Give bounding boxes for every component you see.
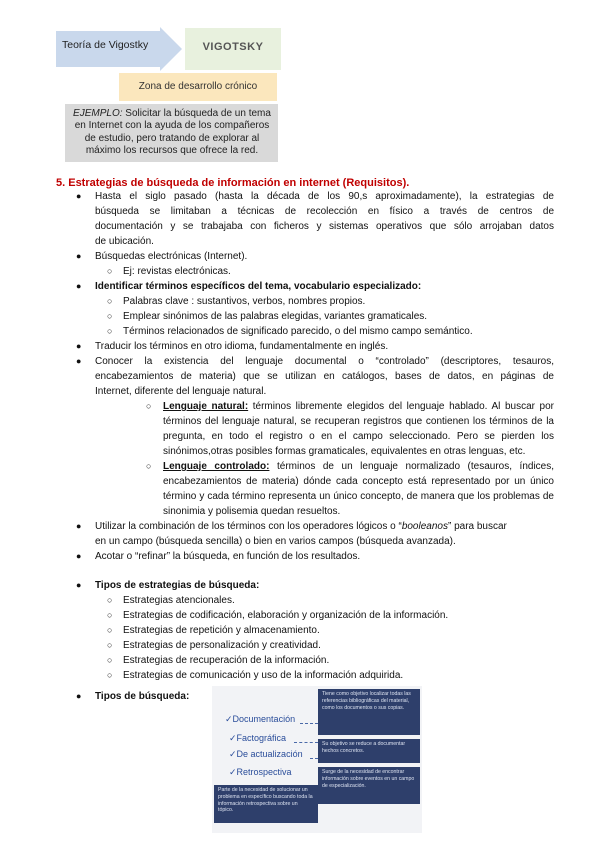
estrategia-item: Estrategias de codificación, elaboración y organización de la información.	[123, 610, 449, 621]
hollow-bullet-icon: ○	[146, 401, 152, 411]
p1-line-3: documentación y se trabajaba con ficheros y sistemas operativos que sólo arrojaban datos	[95, 221, 554, 232]
callout-retrospectiva: Parte de la necesidad de solucionar un problema en específico buscando toda la información retrospectiva sobre un tópico.	[214, 785, 318, 823]
controlado-line-1: Lenguaje controlado: términos de un lenguaje normalizado (tesauros, índices,	[163, 461, 555, 472]
theory-arrow-label: Teoría de Vigostky	[62, 39, 149, 51]
search-type-item: ✓Factográfica	[229, 733, 287, 743]
search-type-item: ✓Documentación	[225, 714, 296, 724]
vygotsky-title: VIGOTSKY	[202, 41, 264, 53]
bullet-icon: ●	[76, 341, 82, 351]
bullet-icon: ●	[76, 281, 82, 291]
p1-line-4: de ubicación.	[95, 236, 154, 247]
b2-text: Búsquedas electrónicas (Internet).	[95, 251, 248, 262]
search-type-item: ✓Retrospectiva	[229, 767, 292, 777]
b6-line-2: en un campo (búsqueda sencilla) o bien en varios campos (búsqueda avanzada).	[95, 536, 456, 547]
b5-line-3: Internet, diferente del lenguaje natural.	[95, 386, 267, 397]
b3-sub-1: Palabras clave : sustantivos, verbos, nombres propios.	[123, 296, 366, 307]
hollow-bullet-icon: ○	[107, 610, 113, 620]
natural-line-4: sinónimos,otras posibles formas gramaticales, equivalentes en otras lenguas, etc.	[163, 446, 526, 457]
callout-documentacion: Tiene como objetivo localizar todas las referencias bibliográficas del material, como los documentos o sus copias.	[318, 689, 420, 735]
controlado-line-4: sinonimia y polisemia quedan resueltos.	[163, 506, 341, 517]
controlado-line-3: término y cada término representa un único concepto, de manera que los problemas de	[163, 491, 554, 502]
b6-line-1: Utilizar la combinación de los términos con los operadores lógicos o “booleanos” para buscar	[95, 521, 507, 532]
callout-factografica: Su objetivo se reduce a documentar hechos concretos.	[318, 739, 420, 763]
connector-line	[300, 723, 318, 724]
p1-line-1: Hasta el siglo pasado (hasta la década de los 90,s aproximadamente), la estrategias de	[95, 191, 554, 202]
search-type-item: ✓De actualización	[229, 749, 303, 759]
bullet-icon: ●	[76, 551, 82, 561]
bullet-icon: ●	[76, 521, 82, 531]
controlado-line-2: encabezamientos de materia) dónde cada concepto está representado por un único	[163, 476, 554, 487]
zone-label: Zona de desarrollo crónico	[138, 81, 258, 92]
hollow-bullet-icon: ○	[107, 296, 113, 306]
tipos-busqueda-title: Tipos de búsqueda:	[95, 691, 190, 702]
example-label: EJEMPLO:	[73, 108, 123, 119]
estrategia-item: Estrategias atencionales.	[123, 595, 235, 606]
connector-line	[294, 742, 318, 743]
p1-line-2: búsqueda se limitaban a técnicas de recolección en físico a través de centros de	[95, 206, 554, 217]
hollow-bullet-icon: ○	[107, 326, 113, 336]
bullet-icon: ●	[76, 691, 82, 701]
hollow-bullet-icon: ○	[107, 266, 113, 276]
b3-text: Identificar términos específicos del tema, vocabulario especializado:	[95, 281, 422, 292]
estrategia-item: Estrategias de comunicación y uso de la información adquirida.	[123, 670, 404, 681]
bullet-icon: ●	[76, 580, 82, 590]
tipos-estrategias-title: Tipos de estrategias de búsqueda:	[95, 580, 260, 591]
connector-line	[310, 758, 318, 759]
hollow-bullet-icon: ○	[107, 625, 113, 635]
controlado-label: Lenguaje controlado:	[163, 461, 270, 472]
callout-actualizacion: Surge de la necesidad de encontrar información sobre eventos en un campo de especialización.	[318, 767, 420, 804]
b7-text: Acotar o “refinar” la búsqueda, en función de los resultados.	[95, 551, 361, 562]
bullet-icon: ●	[76, 356, 82, 366]
b4-text: Traducir los términos en otro idioma, fundamentalmente en inglés.	[95, 341, 389, 352]
example-text: EJEMPLO: Solicitar la búsqueda de un tema en Internet con la ayuda de los compañeros de estudio, pero tratando de explorar al máximo los recursos que ofrece la red.	[73, 108, 271, 156]
hollow-bullet-icon: ○	[146, 461, 152, 471]
b2-sub: Ej: revistas electrónicas.	[123, 266, 231, 277]
estrategia-item: Estrategias de personalización y creatividad.	[123, 640, 321, 651]
b5-line-1: Conocer la existencia del lenguaje documental o “controlado” (descriptores, tesauros,	[95, 356, 554, 367]
natural-line-2: términos del lenguaje natural, se recuperan registros que contienen los términos de la	[163, 416, 554, 427]
b3-sub-3: Términos relacionados de significado parecido, o del mismo campo semántico.	[123, 326, 473, 337]
b5-line-2: encabezamientos de materia) que se utilizan en catálogos, bases de datos, en páginas de	[95, 371, 554, 382]
hollow-bullet-icon: ○	[107, 311, 113, 321]
b3-sub-2: Emplear sinónimos de las palabras elegidas, variantes gramaticales.	[123, 311, 428, 322]
estrategia-item: Estrategias de repetición y almacenamiento.	[123, 625, 320, 636]
natural-line-1: Lenguaje natural: términos libremente elegidos del lenguaje hablado. Al buscar por	[163, 401, 554, 412]
hollow-bullet-icon: ○	[107, 640, 113, 650]
hollow-bullet-icon: ○	[107, 670, 113, 680]
section-heading: 5. Estrategias de búsqueda de información en internet (Requisitos).	[56, 177, 410, 189]
natural-label: Lenguaje natural:	[163, 401, 249, 412]
bullet-icon: ●	[76, 251, 82, 261]
bullet-icon: ●	[76, 191, 82, 201]
estrategia-item: Estrategias de recuperación de la información.	[123, 655, 330, 666]
natural-line-3: pregunta, en todo el registro o en el campo seleccionado. Pero se pierden los	[163, 431, 554, 442]
hollow-bullet-icon: ○	[107, 655, 113, 665]
hollow-bullet-icon: ○	[107, 595, 113, 605]
